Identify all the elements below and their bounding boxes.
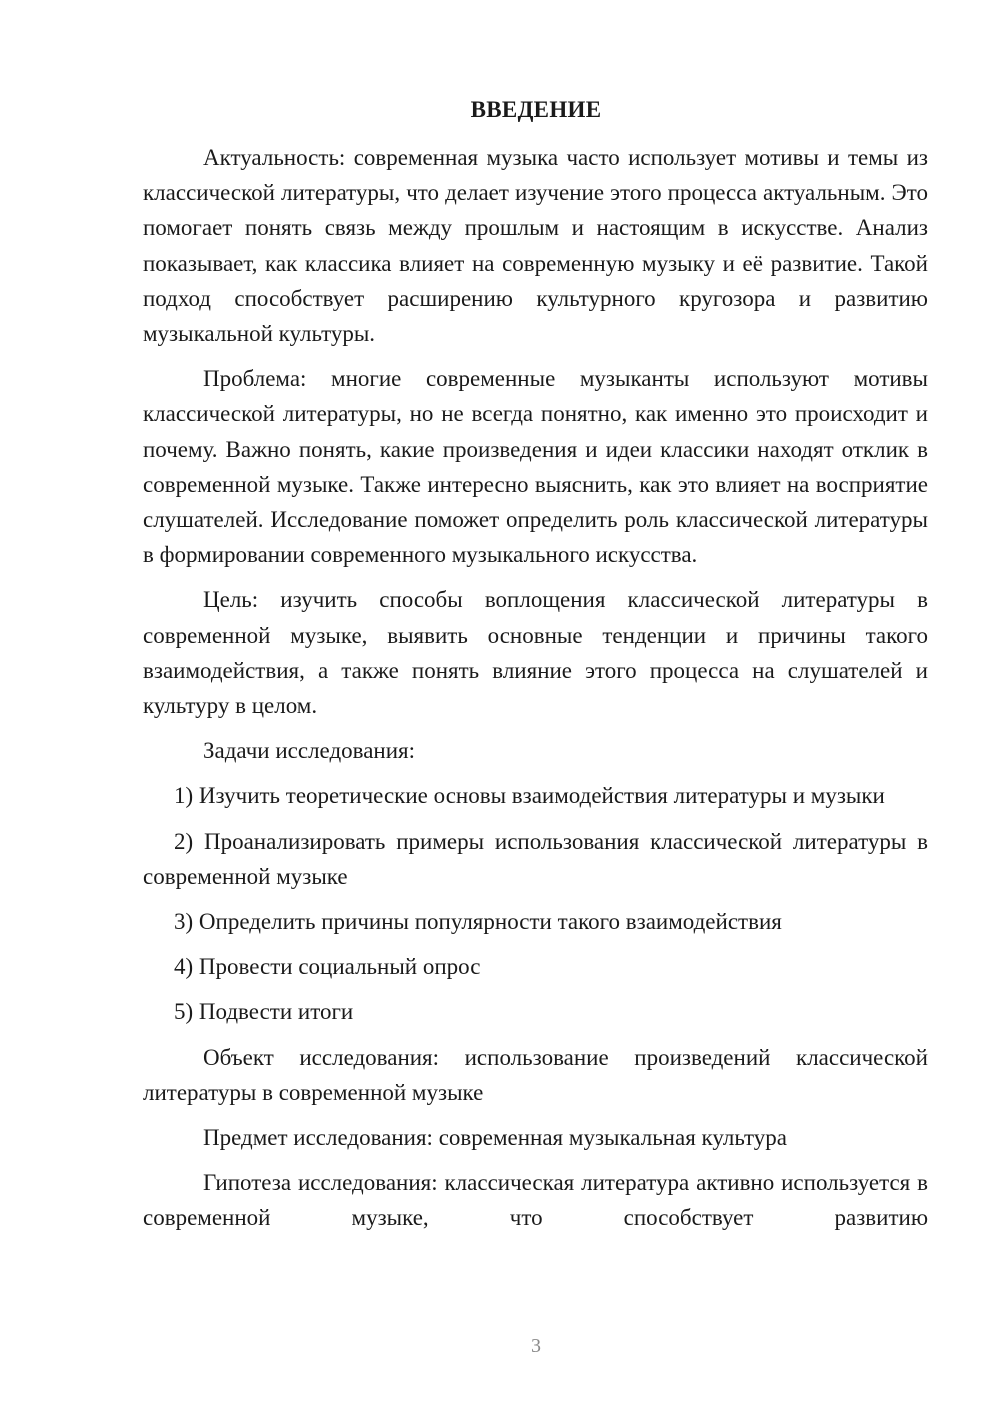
document-body [143, 140, 928, 1246]
page-title: ВВЕДЕНИЕ [470, 97, 602, 122]
task-item-1: 1) Изучить теоретические основы взаимодействия литературы и музыки [174, 783, 885, 809]
paragraph-object: Объект исследования: использование произведений классической литературы в современной музыке [143, 1044, 928, 1105]
paragraph-goal: Цель: изучить способы воплощения классической литературы в современной музыке, выявить основные тенденции и причины такого взаимодействия, а также понять влияние этого процесса на слушателей и культуру в целом. [143, 587, 928, 719]
page-number: 3 [531, 1335, 541, 1357]
tasks-heading: Задачи исследования: [203, 738, 416, 764]
task-item-2: 2) Проанализировать примеры использования классической литературы в современной музыке [143, 828, 928, 889]
paragraph-hypothesis: Гипотеза исследования: классическая литература активно используется в современной музыке, что способствует развитию [143, 1170, 928, 1231]
paragraph-subject: Предмет исследования: современная музыкальная культура [203, 1125, 787, 1151]
paragraph-relevance: Актуальность: современная музыка часто использует мотивы и темы из классической литературы, что делает изучение этого процесса актуальным. Это помогает понять связь между прошлым и настоящим в искусстве. Анализ показывает, как классика влияет на современную музыку и её развитие. Такой подход способствует расширению культурного кругозора и развитию музыкальной культуры. [143, 145, 928, 347]
task-item-3: 3) Определить причины популярности такого взаимодействия [174, 909, 782, 935]
paragraph-problem: Проблема: многие современные музыканты используют мотивы классической литературы, но не всегда понятно, как именно это происходит и почему. Важно понять, какие произведения и идеи классики находят отклик в современной музыке. Также интересно выяснить, как это влияет на восприятие слушателей. Исследование поможет определить роль классической литературы в формировании современного музыкального искусства. [143, 366, 928, 568]
task-item-5: 5) Подвести итоги [174, 999, 354, 1025]
task-item-4: 4) Провести социальный опрос [174, 954, 481, 980]
